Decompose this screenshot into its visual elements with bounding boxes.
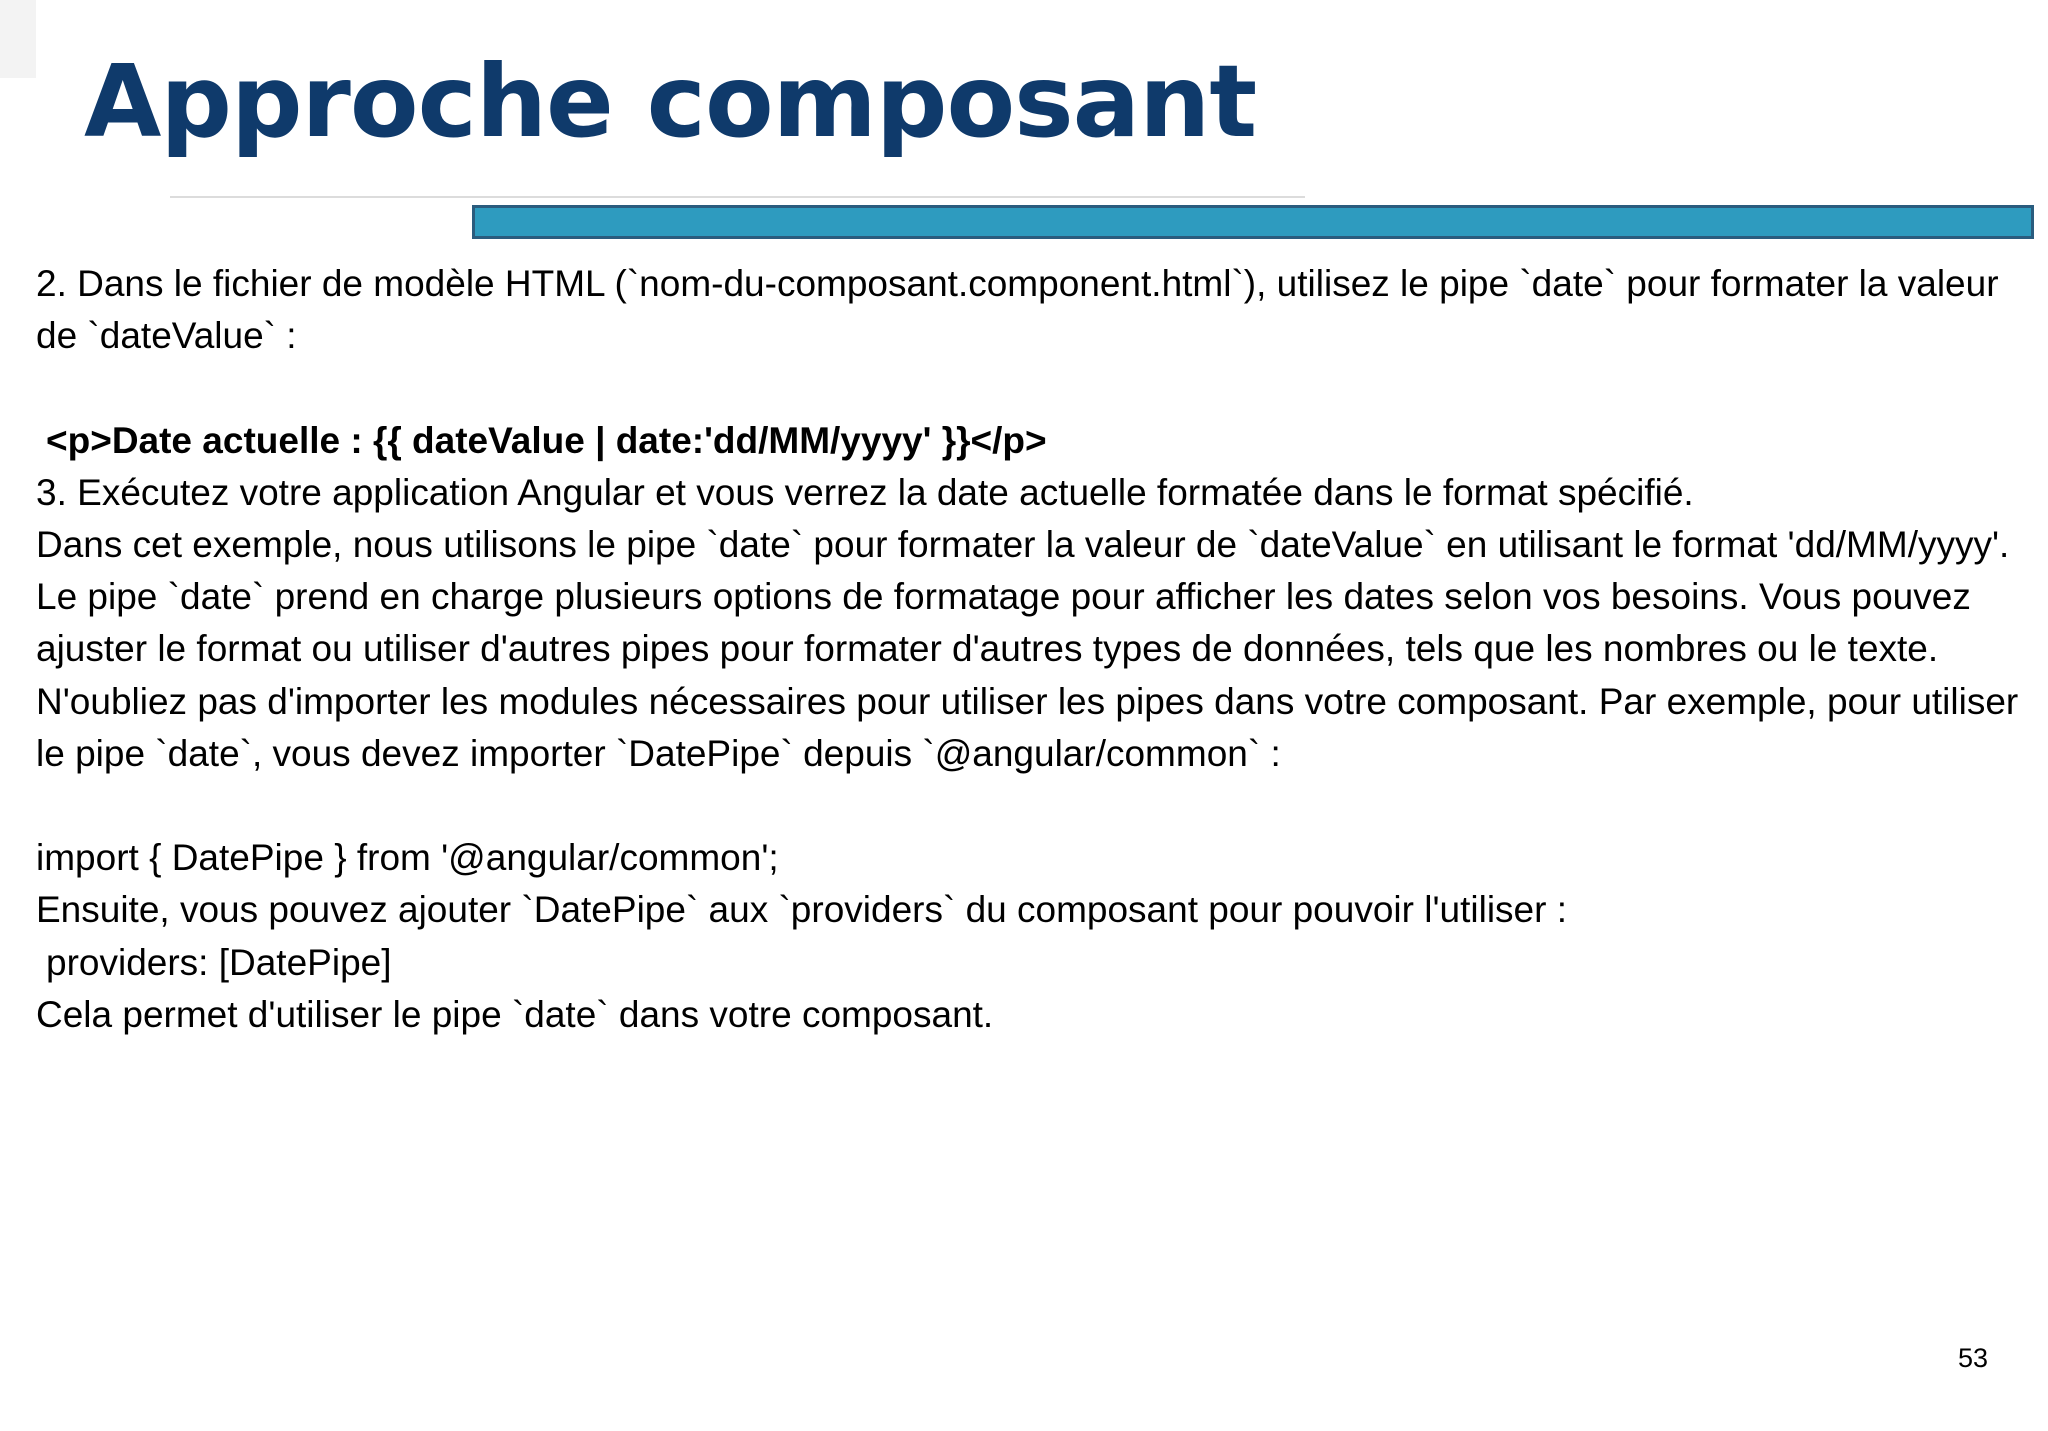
paragraph-step-2: 2. Dans le fichier de modèle HTML (`nom-du-composant.component.html`), utilisez le pipe `date` pour formater la valeur de `dateValue` :	[36, 263, 2009, 357]
code-snippet-template: <p>Date actuelle : {{ dateValue | date:'dd/MM/yyyy' }}</p>	[46, 419, 1047, 461]
code-snippet-providers: providers: [DatePipe]	[46, 941, 392, 983]
paragraph-step-3: 3. Exécutez votre application Angular et vous verrez la date actuelle formatée dans le format spécifié.	[36, 471, 1694, 513]
blank-line	[36, 362, 2026, 414]
title-divider	[170, 196, 1305, 198]
code-snippet-import: import { DatePipe } from '@angular/common';	[36, 837, 779, 879]
slide-title: Approche composant	[84, 43, 1257, 160]
paragraph-conclusion: Cela permet d'utiliser le pipe `date` dans votre composant.	[36, 993, 994, 1035]
slide-body	[36, 258, 2029, 1041]
corner-decoration	[0, 0, 36, 78]
page-number: 53	[1957, 1343, 1988, 1373]
paragraph-providers: Ensuite, vous pouvez ajouter `DatePipe` aux `providers` du composant pour pouvoir l'utiliser :	[36, 889, 1568, 931]
paragraph-import-note: N'oubliez pas d'importer les modules nécessaires pour utiliser les pipes dans votre composant. Par exemple, pour utiliser le pipe `date`, vous devez importer `DatePipe` depuis `@angular/common` :	[36, 680, 2029, 774]
paragraph-example: Dans cet exemple, nous utilisons le pipe `date` pour formater la valeur de `dateValue` en utilisant le format 'dd/MM/yyyy'. Le pipe `date` prend en charge plusieurs options de formatage pour afficher les dates selon vos besoins. Vous pouvez ajuster le format ou utiliser d'autres pipes pour formater d'autres types de données, tels que les nombres ou le texte.	[36, 524, 2020, 670]
blank-line	[36, 780, 2026, 832]
accent-bar	[472, 205, 2034, 239]
